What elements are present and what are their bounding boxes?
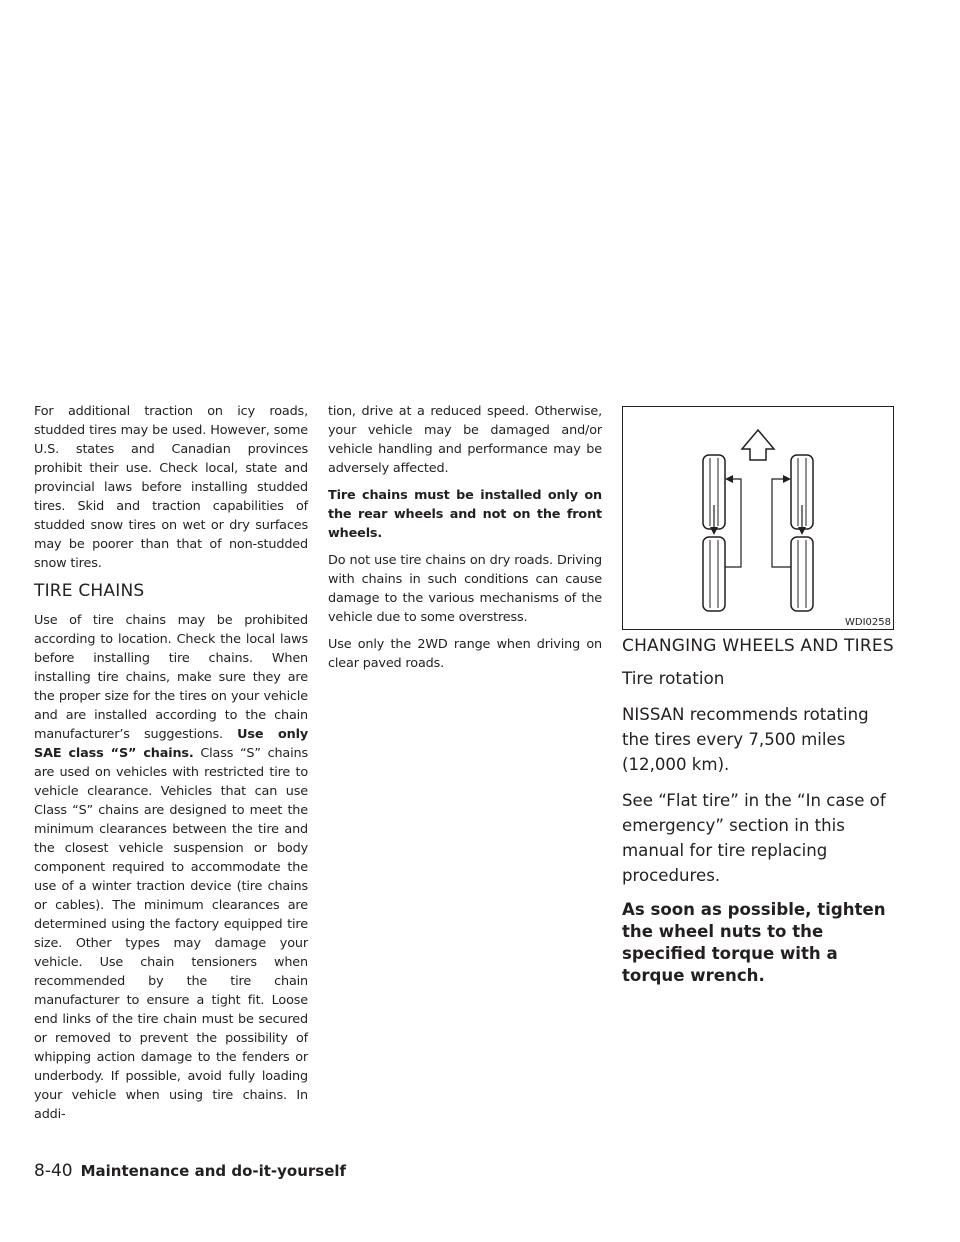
page-footer xyxy=(34,1161,346,1181)
rear-right-tire xyxy=(791,537,813,611)
left-column xyxy=(34,402,308,1132)
tire-rotation-figure xyxy=(622,406,894,630)
rear-wheels-warning: Tire chains must be installed only on the rear wheels and not on the front wheels. xyxy=(328,488,602,541)
tire-chains-paragraph xyxy=(34,611,308,1124)
forward-arrow-icon xyxy=(742,430,774,460)
middle-paragraph-1: tion, drive at a reduced speed. Otherwise, your vehicle may be damaged and/or vehicle handling and performance may be adversely affected. xyxy=(328,404,602,476)
tire-rotation-subheading: Tire rotation xyxy=(622,668,725,688)
left-rotation-arrowhead xyxy=(725,475,733,483)
figure-id-label: WDI0258 xyxy=(845,617,891,628)
tire-chains-text-2: Class “S” chains are used on vehicles with restricted tire to vehicle clearance. Vehicles that can use Class “S” chains are designed to meet the minimum clearances between the tire and the closest vehicle suspension or body component required to accommodate the use of a winter traction device (tire chains or cables). The minimum clearances are determined using the factory equipped tire size. Other types may damage your vehicle. Use chain tensioners when recommended by the tire chain manufacturer to ensure a tight fit. Loose end links of the tire chain must be secured or removed to prevent the possibility of whipping action damage to the fenders or underbody. If possible, avoid fully loading your vehicle when using tire chains. In addi- xyxy=(34,746,309,1122)
sae-chains-note: Use only SAE class “S” chains. xyxy=(34,727,309,761)
rear-left-tire xyxy=(703,537,725,611)
middle-paragraph-2: Do not use tire chains on dry roads. Driving with chains in such conditions can cause damage to the various mechanisms of the vehicle due to some overstress. xyxy=(328,553,602,625)
rotation-interval-paragraph: NISSAN recommends rotating the tires every 7,500 miles (12,000 km). xyxy=(622,705,869,774)
flat-tire-reference: See “Flat tire” in the “In case of emergency” section in this manual for tire replacing procedures. xyxy=(622,791,886,885)
torque-note: As soon as possible, tighten the wheel nuts to the specified torque with a torque wrench. xyxy=(622,900,886,985)
middle-column xyxy=(328,402,602,681)
right-column xyxy=(622,634,898,987)
tire-chains-text-1: Use of tire chains may be prohibited according to location. Check the local laws before installing tire chains. When installing tire chains, make sure they are the proper size for the tires on your vehicle and are installed according to the chain manufacturer’s suggestions. xyxy=(34,613,308,742)
middle-paragraph-3: Use only the 2WD range when driving on clear paved roads. xyxy=(328,637,602,671)
page-number: 8-40 xyxy=(34,1161,73,1181)
right-rotation-path xyxy=(772,479,791,567)
right-rotation-arrowhead xyxy=(783,475,791,483)
tire-rotation-diagram xyxy=(623,407,893,629)
tire-chains-heading: TIRE CHAINS xyxy=(34,581,145,601)
changing-wheels-heading: CHANGING WHEELS AND TIRES xyxy=(622,636,894,656)
left-rotation-path xyxy=(725,479,741,567)
section-title: Maintenance and do-it-yourself xyxy=(80,1162,347,1180)
intro-paragraph: For additional traction on icy roads, studded tires may be used. However, some U.S. states and Canadian provinces prohibit their use. Check local, state and provincial laws before installing studded tires. Skid and traction capabilities of studded snow tires on wet or dry surfaces may be poorer than that of non-studded snow tires. xyxy=(34,404,308,571)
